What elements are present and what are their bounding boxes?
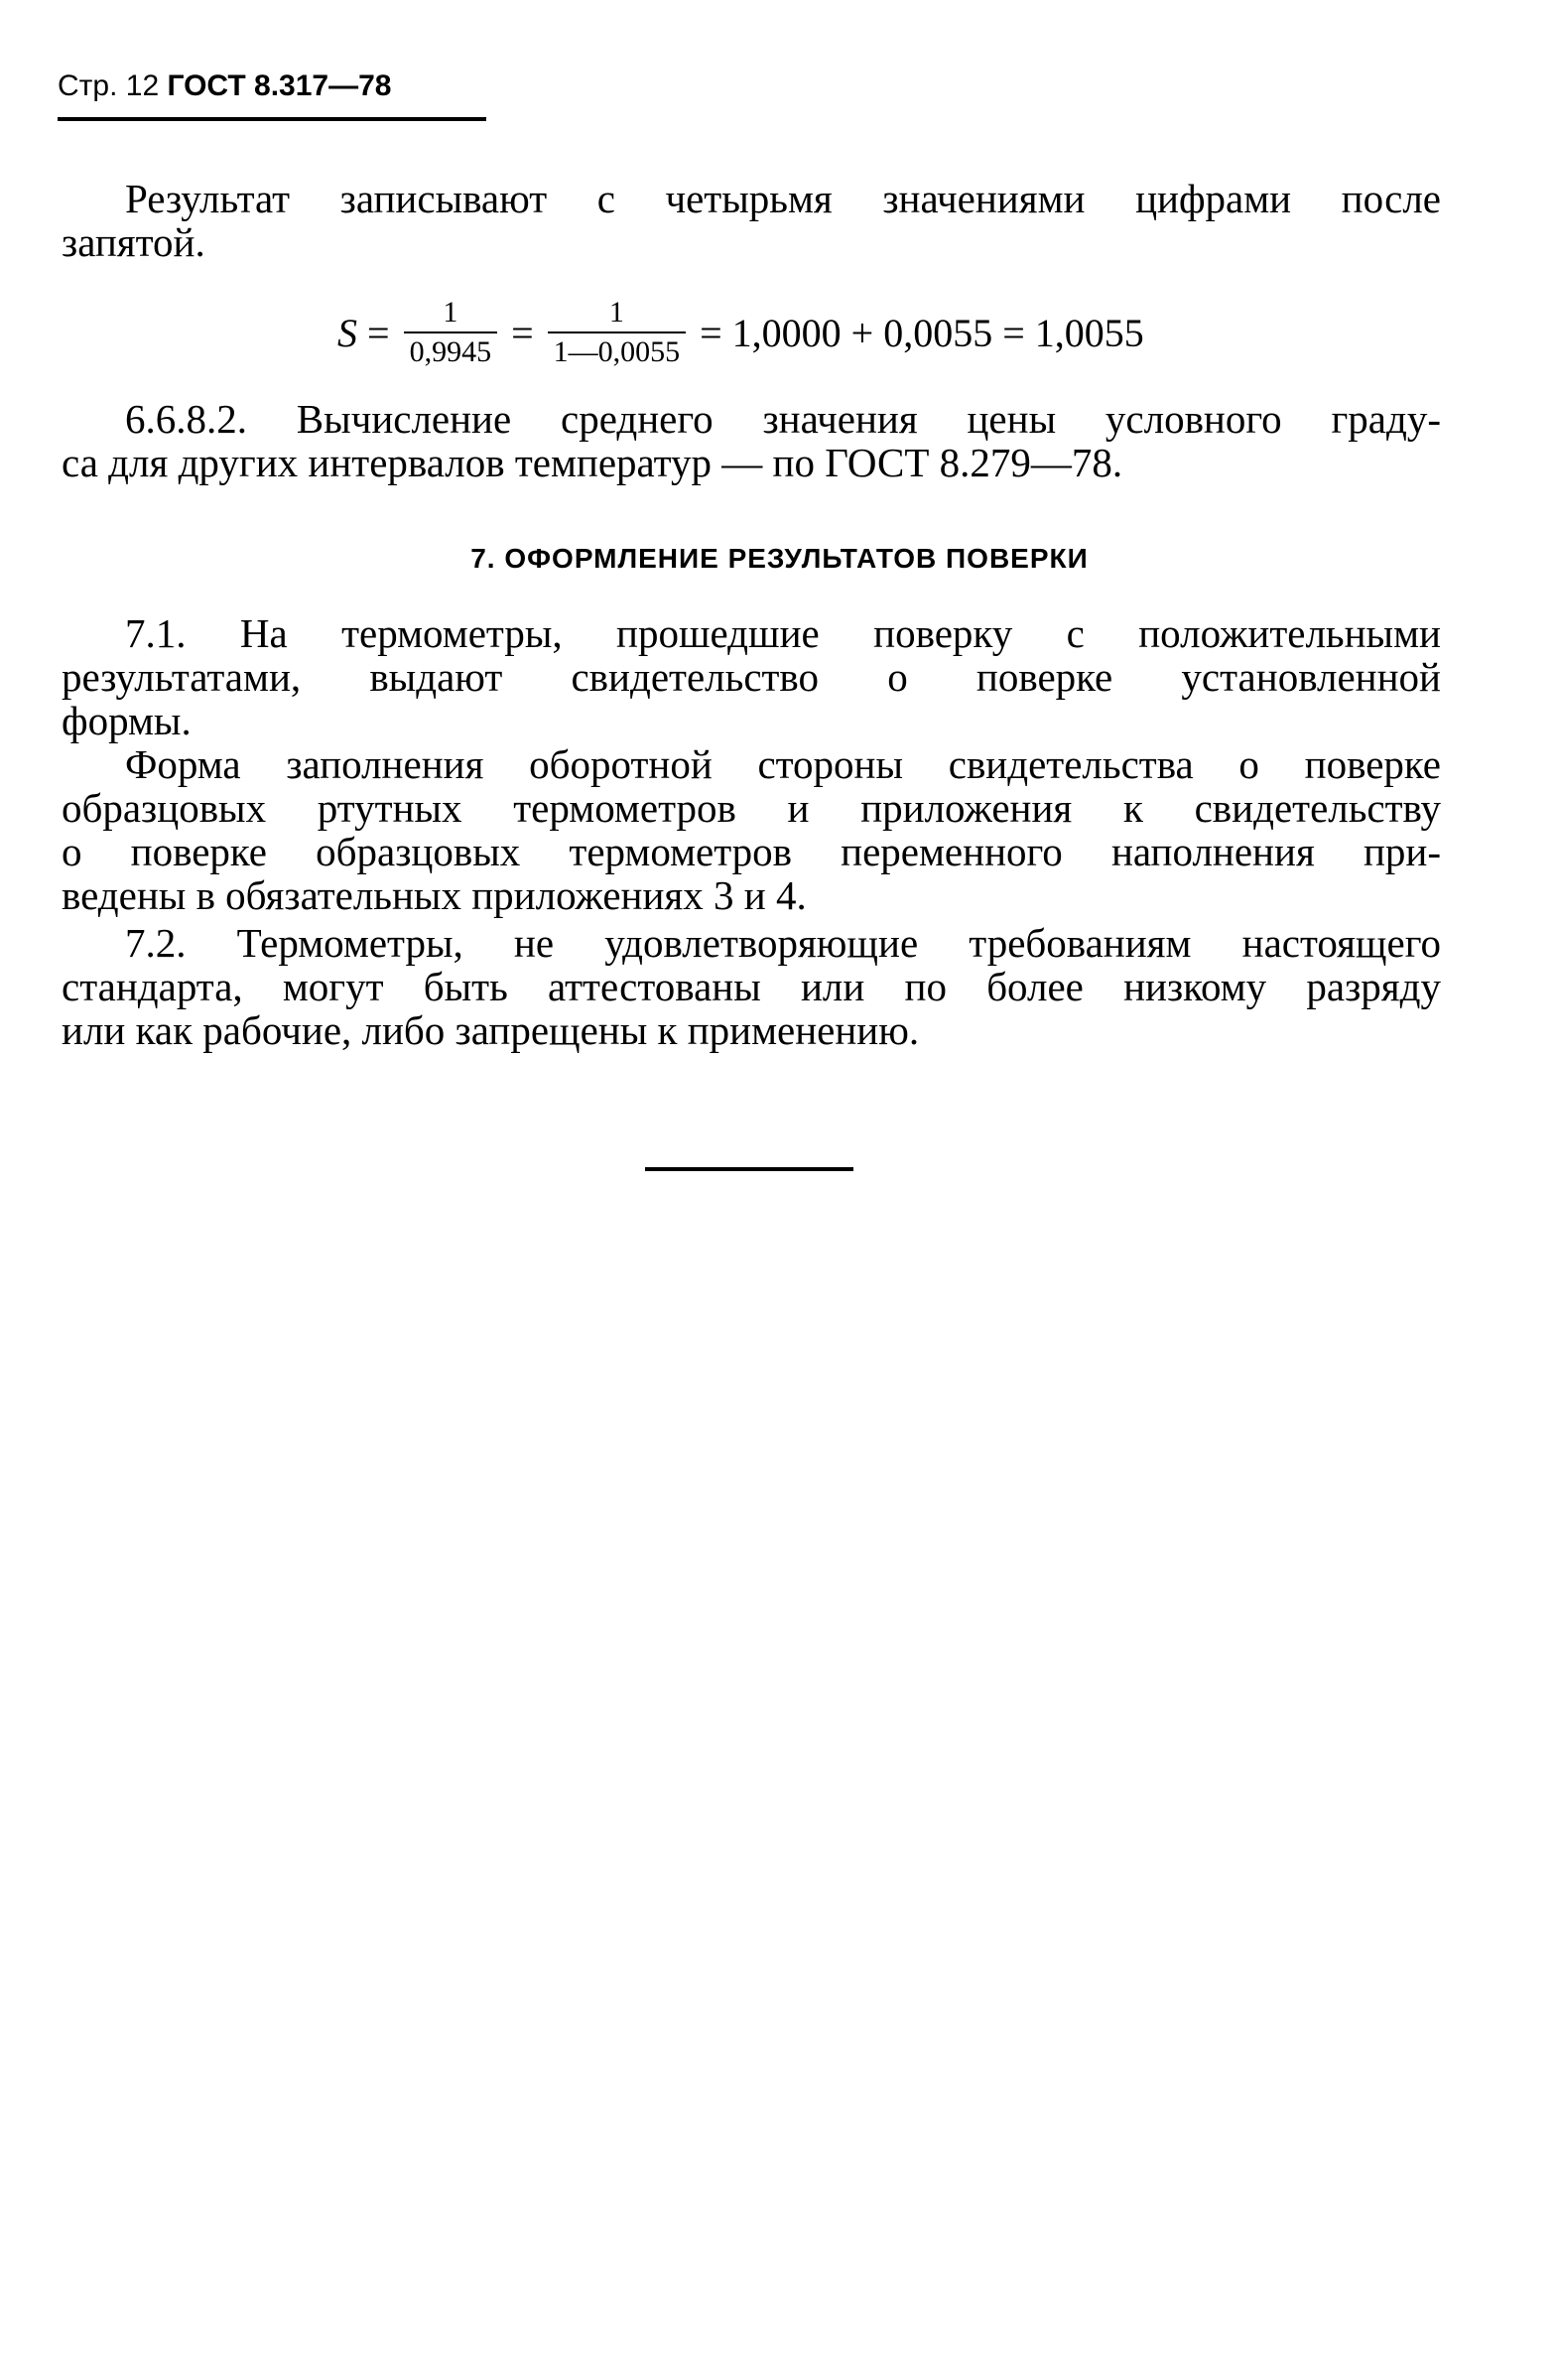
text-line: 7.2. Термометры, не удовлетворяющие требованиям настоящего — [125, 920, 1441, 966]
header-divider — [58, 117, 486, 121]
standard-designation: ГОСТ 8.317—78 — [167, 69, 392, 102]
formula-fraction-2 — [548, 296, 687, 369]
text-line: ведены в обязательных приложениях 3 и 4. — [62, 872, 807, 918]
text-line: 7.1. На термометры, прошедшие поверку с положительными — [125, 610, 1441, 656]
paragraph-7-1 — [62, 611, 1441, 742]
text-line: 6.6.8.2. Вычисление среднего значения цены условного граду- — [125, 396, 1441, 442]
page-header — [58, 69, 391, 103]
formula-equals: = — [367, 310, 390, 355]
formula-fraction-1 — [404, 296, 498, 369]
section-heading-7: 7. ОФОРМЛЕНИЕ РЕЗУЛЬТАТОВ ПОВЕРКИ — [470, 543, 1089, 574]
text-line: результатами, выдают свидетельство о поверке установленной — [62, 654, 1441, 700]
formula-symbol: S — [337, 310, 357, 355]
paragraph-6-6-8-2 — [62, 397, 1441, 484]
fraction-numerator: 1 — [443, 296, 458, 329]
paragraph-result-format — [62, 177, 1441, 264]
text-line: стандарта, могут быть аттестованы или по более низкому разряду — [62, 964, 1441, 1009]
paragraph-form-filling — [62, 742, 1441, 917]
text-line: запятой. — [62, 219, 205, 265]
text-line: о поверке образцовых термометров переменного наполнения при- — [62, 829, 1441, 874]
text-line: или как рабочие, либо запрещены к применению. — [62, 1007, 920, 1053]
fraction-denominator: 0,9945 — [404, 331, 498, 369]
text-line: са для других интервалов температур — по ГОСТ 8.279—78. — [62, 440, 1123, 485]
text-line: Результат записывают с четырьмя значениями цифрами после — [125, 176, 1441, 221]
text-line: Форма заполнения оборотной стороны свидетельства о поверке — [125, 741, 1441, 787]
fraction-numerator: 1 — [608, 296, 624, 329]
formula-result: = 1,0000 + 0,0055 = 1,0055 — [700, 310, 1144, 355]
text-line: формы. — [62, 698, 192, 743]
formula-equals: = — [511, 310, 534, 355]
fraction-denominator: 1—0,0055 — [548, 331, 687, 369]
end-of-text-rule — [645, 1167, 853, 1171]
page-number-label: Стр. 12 — [58, 69, 160, 102]
paragraph-7-2 — [62, 921, 1441, 1052]
formula-s — [337, 288, 1148, 377]
text-line: образцовых ртутных термометров и приложения к свидетельству — [62, 785, 1441, 831]
